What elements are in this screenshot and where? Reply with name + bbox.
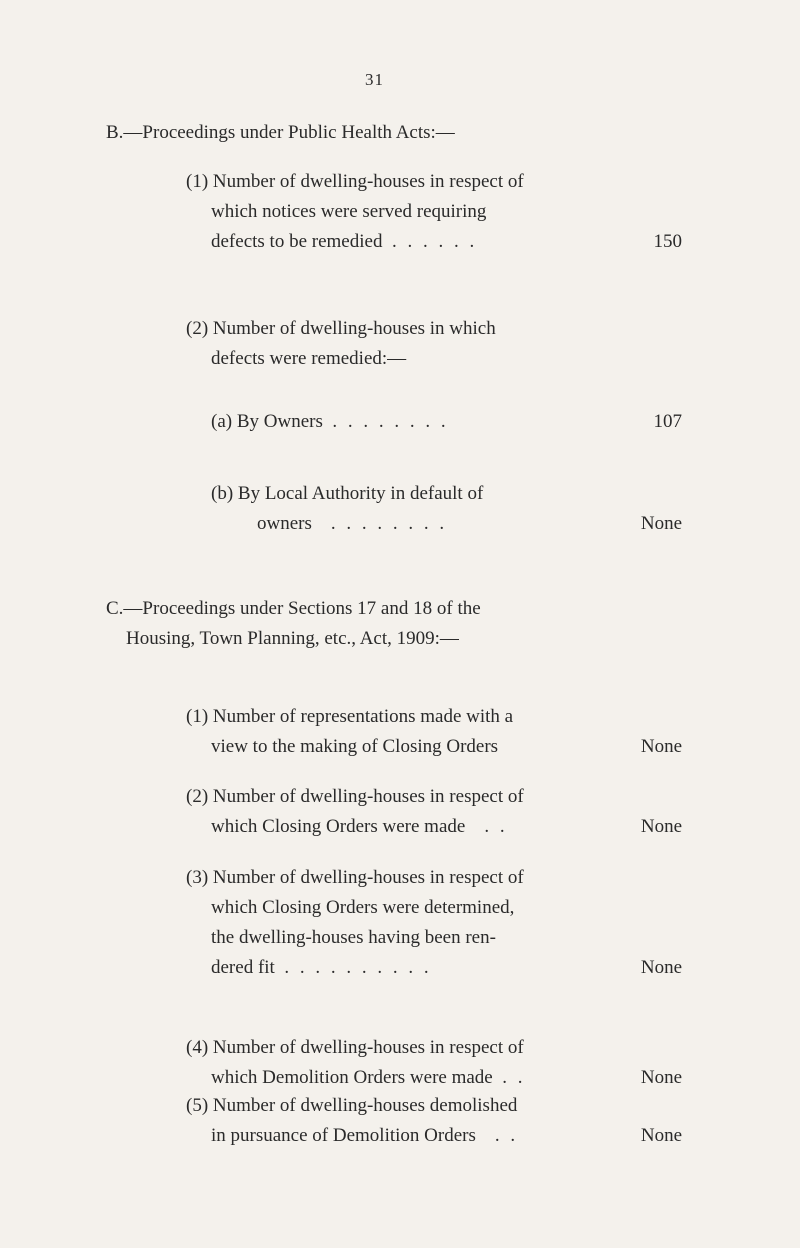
item-line: (1) Number of dwelling-houses in respect of — [186, 171, 524, 192]
item-line: dered fit — [211, 957, 275, 978]
item-line: (b) By Local Authority in default of — [211, 483, 484, 504]
section-c-item-2 — [186, 782, 524, 842]
value-cell: None — [640, 736, 682, 757]
item-line: in pursuance of Demolition Orders — [211, 1125, 476, 1146]
heading-line: C.—Proceedings under Sections 17 and 18 of the — [106, 598, 481, 619]
section-c-item-4 — [186, 1033, 526, 1093]
dot-leader: . . . . . . . . — [330, 513, 448, 534]
section-b-item-2 — [186, 314, 496, 374]
item-line: the dwelling-houses having been ren- — [211, 927, 496, 948]
dot-leader: . . . . . . — [391, 231, 478, 252]
item-line: (2) Number of dwelling-houses in respect of — [186, 786, 524, 807]
item-line: (5) Number of dwelling-houses demolished — [186, 1095, 518, 1116]
item-line: (2) Number of dwelling-houses in which — [186, 318, 496, 339]
item-line: defects to be remedied — [211, 231, 383, 252]
item-line: owners — [257, 513, 312, 534]
item-line: which Closing Orders were determined, — [211, 897, 515, 918]
section-b-heading: B.—Proceedings under Public Health Acts:— — [106, 122, 455, 143]
item-line: (4) Number of dwelling-houses in respect of — [186, 1037, 524, 1058]
heading-line: Housing, Town Planning, etc., Act, 1909:— — [126, 628, 459, 649]
dot-leader: . . . . . . . . — [332, 411, 449, 432]
item-line: (1) Number of representations made with a — [186, 706, 514, 727]
page-number: 31 — [365, 70, 384, 89]
dot-leader: . . — [502, 1067, 526, 1088]
item-line: which Demolition Orders were made — [211, 1067, 493, 1088]
item-line: (3) Number of dwelling-houses in respect of — [186, 867, 524, 888]
item-line: which notices were served requiring — [211, 201, 487, 222]
value-cell: 107 — [653, 411, 682, 432]
section-c-item-3 — [186, 863, 524, 983]
value-cell: None — [640, 816, 682, 837]
section-b-item-1 — [186, 167, 524, 257]
dot-leader: . . — [494, 1125, 519, 1146]
section-c-heading — [106, 594, 481, 654]
section-c-item-1 — [186, 702, 513, 762]
item-label: (a) By Owners — [211, 411, 323, 432]
value-cell: None — [640, 957, 682, 978]
item-line: which Closing Orders were made — [211, 816, 466, 837]
section-b-item-2b — [211, 479, 483, 539]
dot-leader: . . . . . . . . . . — [284, 957, 432, 978]
value-cell: None — [640, 1125, 682, 1146]
item-line: defects were remedied:— — [211, 348, 407, 369]
item-line: view to the making of Closing Orders — [211, 736, 499, 757]
value-cell: 150 — [653, 231, 682, 252]
section-b-item-2a — [211, 407, 449, 437]
value-cell: None — [640, 513, 682, 534]
dot-leader: . . — [484, 816, 508, 837]
value-cell: None — [640, 1067, 682, 1088]
section-c-item-5 — [186, 1091, 518, 1151]
